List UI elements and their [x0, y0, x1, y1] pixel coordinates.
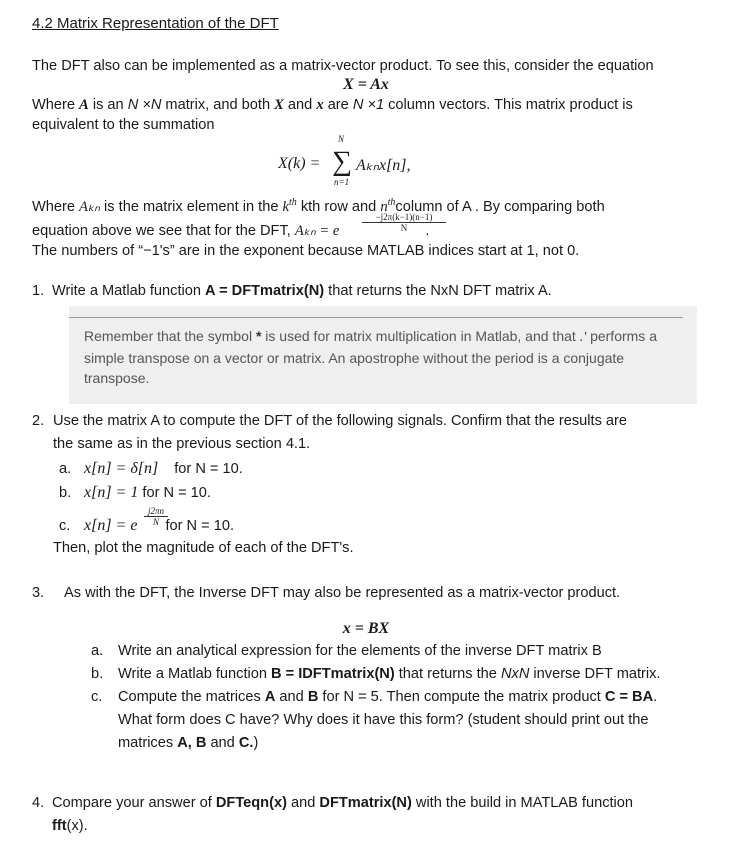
- summation-lhs: X(k) =: [278, 155, 321, 172]
- question-2c-text: x[n] = e for N = 10.: [84, 517, 234, 534]
- question-3a-label: a.: [91, 643, 104, 659]
- question-2-then: Then, plot the magnitude of each of the DFT's.: [53, 540, 354, 556]
- summation-lower-limit: n=1: [334, 177, 350, 187]
- summation-rhs: Aₖₙx[n],: [356, 157, 411, 174]
- question-1-text: Write a Matlab function A = DFTmatrix(N) that returns the NxN DFT matrix A.: [52, 283, 552, 299]
- sigma-symbol: ∑: [332, 146, 352, 177]
- question-3-number: 3.: [32, 585, 45, 601]
- question-4-number: 4.: [32, 795, 45, 811]
- intro-line-3: equivalent to the summation: [32, 117, 215, 133]
- akn-line-2: equation above we see that for the DFT, Aₖₙ = e .: [32, 223, 430, 239]
- intro-line-1: The DFT also can be implemented as a matrix-vector product. To see this, consider the equation: [32, 58, 654, 74]
- question-2-line-1: Use the matrix A to compute the DFT of the following signals. Confirm that the results are: [53, 413, 628, 429]
- question-2a-label: a.: [59, 461, 72, 477]
- question-2a-text: x[n] = δ[n] for N = 10.: [84, 460, 243, 477]
- intro-line-2: Where A is an N ×N matrix, and both X and x are N ×1 column vectors. This matrix product is: [32, 97, 633, 113]
- question-3c-line-3: matrices A, B and C.): [118, 735, 259, 751]
- question-3b-label: b.: [91, 666, 104, 682]
- question-4-line-2: fft(x).: [52, 818, 88, 834]
- question-3c-label: c.: [91, 689, 103, 705]
- question-2c-exponent: $\frac{j2\pi n}{N}$: [144, 506, 168, 528]
- section-heading: 4.2 Matrix Representation of the DFT: [32, 15, 279, 32]
- equation-x-ax: X = Ax: [343, 76, 389, 93]
- question-3a-text: Write an analytical expression for the elements of the inverse DFT matrix B: [118, 643, 602, 659]
- note-divider: [69, 317, 683, 318]
- question-2-line-2: the same as in the previous section 4.1.: [53, 436, 311, 452]
- question-2c-label: c.: [59, 518, 71, 534]
- equation-x-bx: x = BX: [342, 620, 390, 637]
- question-3b-text: Write a Matlab function B = IDFTmatrix(N) that returns the NxN inverse DFT matrix.: [118, 666, 661, 682]
- note-text: Remember that the symbol * is used for matrix multiplication in Matlab, and that .' performs a simple transpose on a vector or matrix. An apostrophe without the period is a conjugate transpose.: [84, 328, 657, 386]
- question-3c-line-2: What form does C have? Why does it have this form? (student should print out the: [118, 712, 649, 728]
- question-3-line-1: As with the DFT, the Inverse DFT may also be represented as a matrix-vector product.: [64, 585, 621, 601]
- akn-line-3: The numbers of “−1's” are in the exponent because MATLAB indices start at 1, not 0.: [32, 243, 580, 259]
- question-3c-text: Compute the matrices A and B for N = 5. Then compute the matrix product C = BA.: [118, 689, 658, 705]
- akn-exponent: $\frac{-j2\pi(k-1)(n-1)}{N}$: [362, 212, 446, 234]
- question-2-number: 2.: [32, 413, 45, 429]
- akn-line-1: Where Aₖₙ is the matrix element in the $k^{th}$ kth row and $n^{th}column$ of A . By comparing both: [32, 197, 605, 215]
- question-2b-label: b.: [59, 485, 72, 501]
- question-4-text: Compare your answer of DFTeqn(x) and DFTmatrix(N) with the build in MATLAB function: [52, 795, 634, 811]
- question-2b-text: x[n] = 1 for N = 10.: [84, 484, 211, 501]
- question-1-number: 1.: [32, 283, 45, 299]
- summation-upper-limit: N: [338, 134, 345, 144]
- summation-equation: [278, 134, 468, 192]
